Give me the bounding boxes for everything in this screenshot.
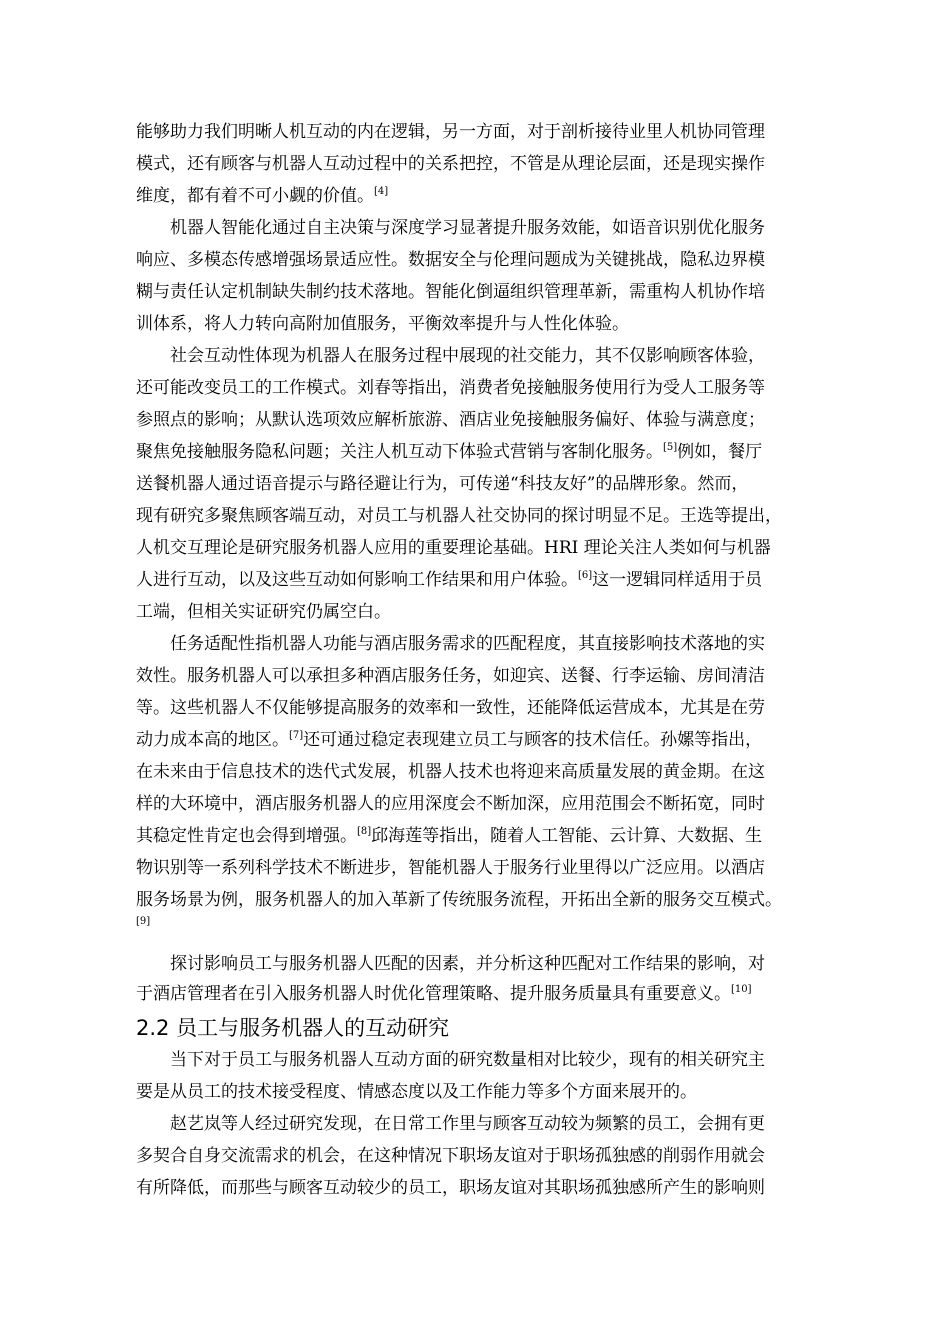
text-line: 赵艺岚等人经过研究发现，在日常工作里与顾客互动较为频繁的员工，会拥有更 xyxy=(170,1114,765,1134)
citation: [5] xyxy=(663,442,678,453)
text-line: 训体系，将人力转向高附加值服务，平衡效率提升与人性化体验。 xyxy=(136,314,629,334)
section-heading: 2.2 员工与服务机器人的互动研究 xyxy=(136,1016,450,1040)
text-line: 多契合自身交流需求的机会，在这种情况下职场友谊对于职场孤独感的削弱作用就会 xyxy=(136,1146,765,1166)
text-line: 物识别等一系列科学技术不断进步，智能机器人于服务行业里得以广泛应用。以酒店 xyxy=(136,858,765,878)
text-line: 在未来由于信息技术的迭代式发展，机器人技术也将迎来高质量发展的黄金期。在这 xyxy=(136,762,765,782)
citation: [7] xyxy=(289,730,304,741)
text-line: 任务适配性指机器人功能与酒店服务需求的匹配程度，其直接影响技术落地的实 xyxy=(170,634,765,654)
citation: [4] xyxy=(374,186,389,197)
text-line: 工端，但相关实证研究仍属空白。 xyxy=(136,602,391,622)
text-line: 社会互动性体现为机器人在服务过程中展现的社交能力，其不仅影响顾客体验， xyxy=(170,346,765,366)
text-line: 糊与责任认定机制缺失制约技术落地。智能化倒逼组织管理革新，需重构人机协作培 xyxy=(136,282,765,302)
text-line: 动力成本高的地区。[7]还可通过稳定表现建立员工与顾客的技术信任。孙嫘等指出， xyxy=(136,730,763,750)
text-line: 有所降低，而那些与顾客互动较少的员工，职场友谊对其职场孤独感所产生的影响则 xyxy=(136,1178,765,1198)
text-line: 当下对于员工与服务机器人互动方面的研究数量相对比较少，现有的相关研究主 xyxy=(170,1050,765,1070)
text-line: 维度，都有着不可小觑的价值。[4] xyxy=(136,186,389,206)
citation: [6] xyxy=(578,570,593,581)
text-line: 响应、多模态传感增强场景适应性。数据安全与伦理问题成为关键挑战，隐私边界模 xyxy=(136,250,765,270)
text-line xyxy=(136,910,950,942)
text-line: 还可能改变员工的工作模式。刘春等指出，消费者免接触服务使用行为受人工服务等 xyxy=(136,378,765,398)
text-line: 机器人智能化通过自主决策与深度学习显著提升服务效能，如语音识别优化服务 xyxy=(170,218,765,238)
text-line: 聚焦免接触服务隐私问题；关注人机互动下体验式营销与客制化服务。[5]例如，餐厅 xyxy=(136,442,763,462)
text-line: 送餐机器人通过语音提示与路径避让行为，可传递“科技友好”的品牌形象。然而， xyxy=(136,474,749,494)
text-line: 参照点的影响；从默认选项效应解析旅游、酒店业免接触服务偏好、体验与满意度； xyxy=(136,410,765,430)
text-line: 服务场景为例，服务机器人的加入革新了传统服务流程，开拓出全新的服务交互模式。 xyxy=(136,890,782,910)
text-line: 人进行互动，以及这些互动如何影响工作结果和用户体验。[6]这一逻辑同样适用于员 xyxy=(136,570,763,590)
text-line: 人机交互理论是研究服务机器人应用的重要理论基础。HRI 理论关注人类如何与机器 xyxy=(136,538,771,558)
text-line: 模式，还有顾客与机器人互动过程中的关系把控，不管是从理论层面，还是现实操作 xyxy=(136,154,765,174)
citation: [8] xyxy=(357,826,372,837)
text-line: 样的大环境中，酒店服务机器人的应用深度会不断加深，应用范围会不断拓宽，同时 xyxy=(136,794,765,814)
text-line: 等。这些机器人不仅能够提高服务的效率和一致性，还能降低运营成本，尤其是在劳 xyxy=(136,698,765,718)
text-line: 探讨影响员工与服务机器人匹配的因素，并分析这种匹配对工作结果的影响，对 xyxy=(170,954,765,974)
text-line: 效性。服务机器人可以承担多种酒店服务任务，如迎宾、送餐、行李运输、房间清洁 xyxy=(136,666,765,686)
text-line: 能够助力我们明晰人机互动的内在逻辑，另一方面，对于剖析接待业里人机协同管理 xyxy=(136,122,765,142)
text-line: 要是从员工的技术接受程度、情感态度以及工作能力等多个方面来展开的。 xyxy=(136,1082,697,1102)
text-line: 现有研究多聚焦顾客端互动，对员工与机器人社交协同的探讨明显不足。王选等提出， xyxy=(136,506,782,526)
text-line: 其稳定性肯定也会得到增强。[8]邱海莲等指出，随着人工智能、云计算、大数据、生 xyxy=(136,826,763,846)
text-line: 于酒店管理者在引入服务机器人时优化管理策略、提升服务质量具有重要意义。[10] xyxy=(136,984,752,1004)
citation: [10] xyxy=(731,984,752,995)
citation: [9] xyxy=(136,916,151,927)
